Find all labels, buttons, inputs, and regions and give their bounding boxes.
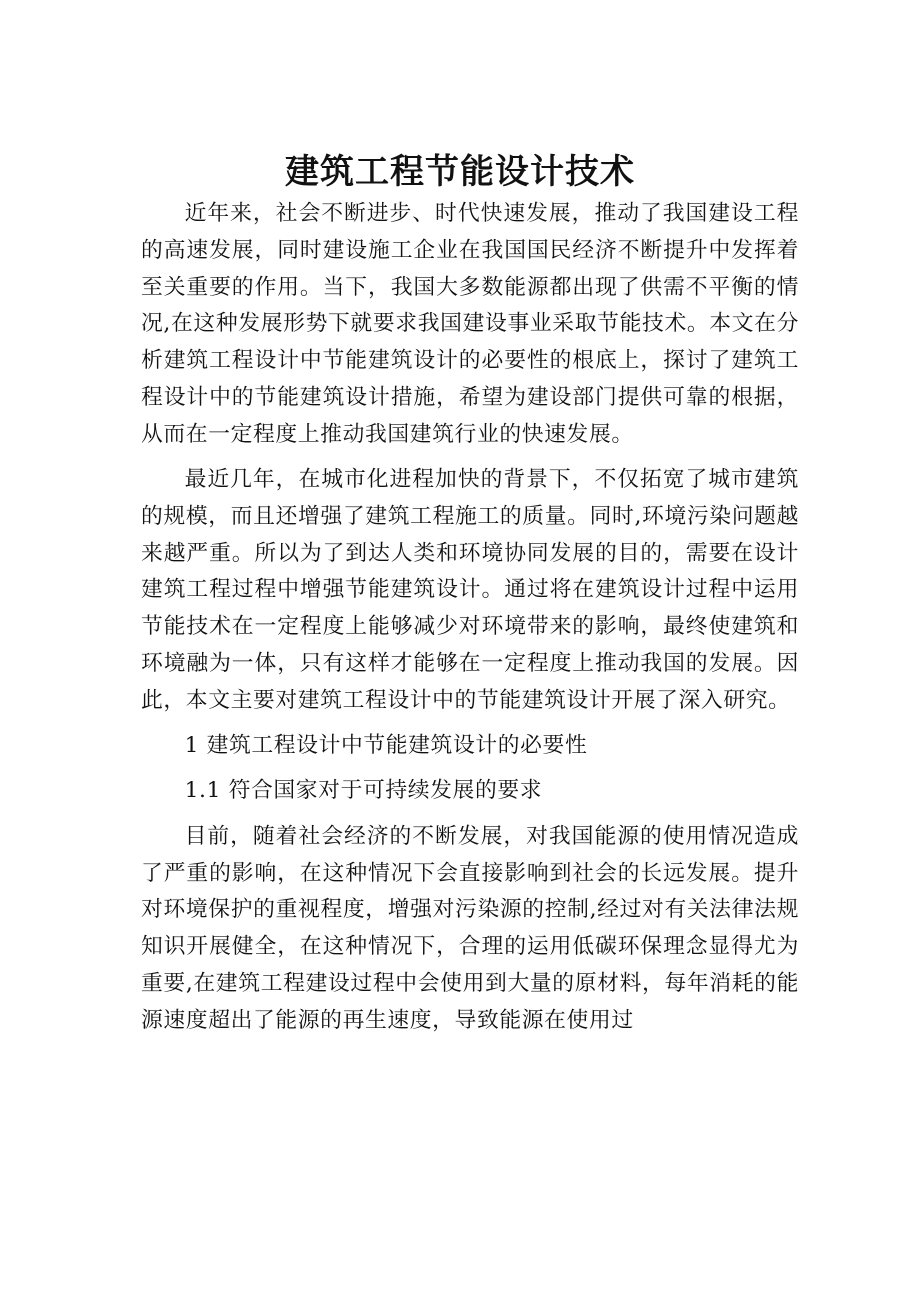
section-heading: 1 建筑工程设计中节能建筑设计的必要性 [184, 733, 588, 759]
subsection-heading: 1.1 符合国家对于可持续发展的要求 [184, 778, 543, 804]
document-title: 建筑工程节能设计技术 [285, 151, 635, 192]
intro-paragraph: 近年来，社会不断进步、时代快速发展，推动了我国建设工程的高速发展，同时建设施工企业在我国国民经济不断提升中发挥着至关重要的作用。当下，我国大多数能源都出现了供需不平衡的情况,在这种发展形势下就要求我国建设事业采取节能技术。本文在分析建筑工程设计中节能建筑设计的必要性的根底上，探讨了建筑工程设计中的节能建筑设计措施，希望为建设部门提供可靠的根据，从而在一定程度上推动我国建筑行业的快速发展。 [141, 201, 799, 447]
document-body [141, 196, 799, 1040]
background-paragraph: 最近几年，在城市化进程加快的背景下，不仅拓宽了城市建筑的规模，而且还增强了建筑工程施工的质量。同时,环境污染问题越来越严重。所以为了到达人类和环境协同发展的目的，需要在设计建筑工程过程中增强节能建筑设计。通过将在建筑设计过程中运用节能技术在一定程度上能够减少对环境带来的影响，最终使建筑和环境融为一体，只有这样才能够在一定程度上推动我国的发展。因此，本文主要对建筑工程设计中的节能建筑设计开展了深入研究。 [141, 467, 799, 713]
subsection-paragraph: 目前，随着社会经济的不断发展，对我国能源的使用情况造成了严重的影响，在这种情况下会直接影响到社会的长远发展。提升对环境保护的重视程度，增强对污染源的控制,经过对有关法律法规知识开展健全，在这种情况下，合理的运用低碳环保理念显得尤为重要,在建筑工程建设过程中会使用到大量的原材料，每年消耗的能源速度超出了能源的再生速度，导致能源在使用过 [141, 823, 799, 1033]
